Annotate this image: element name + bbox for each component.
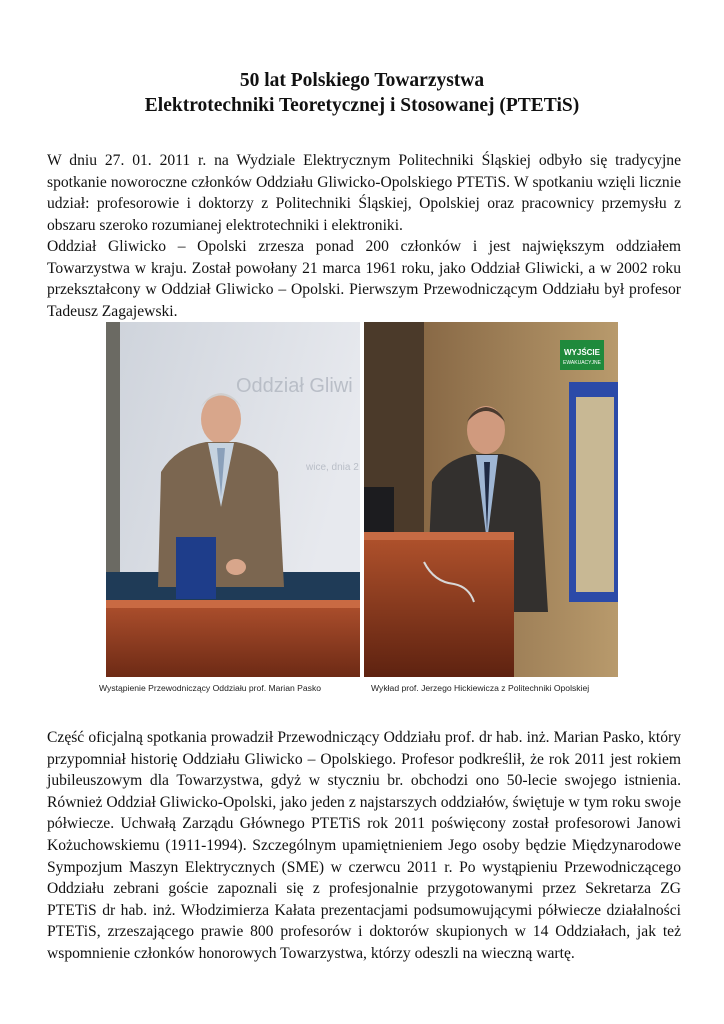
exit-sign-subtext: EWAKUACYJNE — [563, 360, 601, 366]
caption-left: Wystąpienie Przewodniczący Oddziału prof. Marian Pasko — [99, 683, 322, 693]
paragraph-2: Oddział Gliwicko – Opolski zrzesza ponad 200 członków i jest największym oddziałem Towarzystwa w kraju. Został powołany 21 marca 1961 roku, jako Oddział Gliwicki, a w 2002 roku przekształcony w Oddział Gliwicko – Opolski. Pierwszym Przewodniczącym Oddziału był profesor Tadeusz Zagajewski. — [47, 238, 681, 320]
paragraph-1: W dniu 27. 01. 2011 r. na Wydziale Elektrycznym Politechniki Śląskiej odbyło się tradycyjne spotkanie noworoczne członków Oddziału Gliwicko-Opolskiego PTETiS. W spotkaniu wzięli licznie udział: profesorowie i doktorzy z Politechniki Śląskiej, Opolskiej oraz pracownicy przemysłu z obszaru szeroko rozumianej elektrotechniki i elektroniki. — [47, 152, 681, 234]
photo-lecturer-hickiewicz — [364, 322, 618, 677]
screen-text-2: wice, dnia 2 — [306, 462, 359, 473]
document-title — [40, 68, 684, 118]
photo-left-illustration — [106, 322, 360, 677]
speaker-head — [201, 394, 241, 444]
photo-right-illustration — [364, 322, 618, 677]
lecture-desk — [106, 600, 360, 677]
blue-folder — [176, 537, 216, 599]
lectern — [364, 532, 514, 677]
screen-text: Oddział Gliwi — [236, 375, 353, 397]
photo-speaker-pasko — [106, 322, 360, 677]
caption-right: Wykład prof. Jerzego Hickiewicza z Politechniki Opolskiej — [371, 683, 590, 693]
exit-sign-text: WYJŚCIE — [563, 348, 601, 357]
paragraph-3: Część oficjalną spotkania prowadził Przewodniczący Oddziału prof. dr hab. inż. Marian Pasko, który przypomniał historię Oddziału Gliwicko – Opolskiego. Profesor podkreślił, że rok 2011 jest rokiem jubileuszowym dla Towarzystwa, gdyż w styczniu br. obchodzi ono 50-lecie swojego istnienia. Również Oddział Gliwicko-Opolski, jako jeden z najstarszych oddziałów, świętuje w tym roku swoje półwiecze. Uchwałą Zarządu Głównego PTETiS rok 2011 poświęcony został profesorowi Janowi Kożuchowskiemu (1911-1994). Szczególnym upamiętnieniem Jego osoby będzie Międzynarodowe Sympozjum Maszyn Elektrycznych (SME) w czerwcu 2011 r. Po wystąpieniu Przewodniczącego Oddziału zebrani goście zapoznali się z profesjonalnie przygotowanymi przez Sekretarza ZG PTETiS dr hab. inż. Włodzimierza Kałata prezentacjami podsumowującymi półwiecze działalności PTETiS, zrzeszającego prawie 800 profesorów i doktorów skupionych w 14 Oddziałach, jak też wspomnienie członków honorowych Towarzystwa, którzy odeszli na wieczną wartę. — [47, 729, 681, 962]
title-line-2: Elektrotechniki Teoretycznej i Stosowanej (PTETiS) — [144, 95, 580, 116]
title-line-1: 50 lat Polskiego Towarzystwa — [239, 70, 485, 91]
